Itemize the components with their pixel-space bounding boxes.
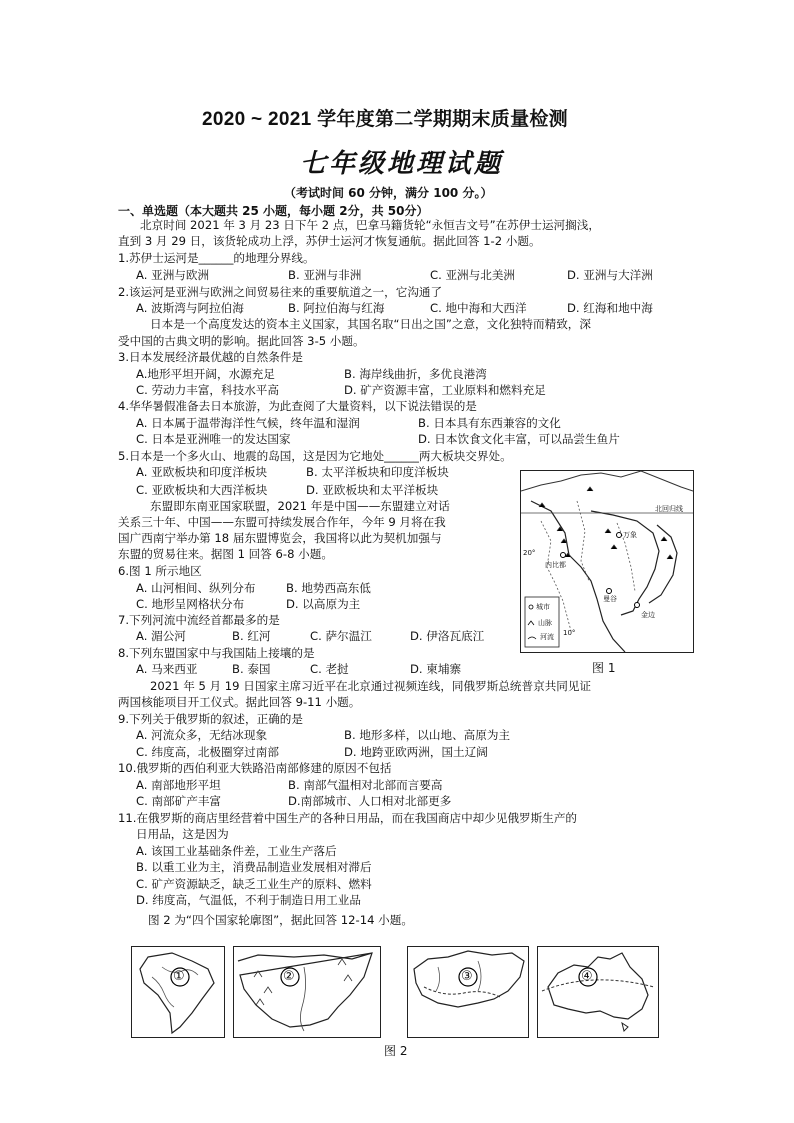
q10-option-a[interactable]: A. 南部地形平坦 (136, 778, 221, 792)
q8-option-a[interactable]: A. 马来西亚 (136, 662, 198, 676)
q1-stem: 1.苏伊士运河是______的地理分界线。 (118, 251, 315, 265)
phnompenh-label: 金边 (641, 611, 655, 619)
intro3-line4: 东盟的贸易往来。据图 1 回答 6-8 小题。 (118, 547, 333, 561)
q4-stem: 4.华华暑假准备去日本旅游，为此查阅了大量资料，以下说法错误的是 (118, 399, 477, 413)
tropic-label: 北回归线 (655, 505, 683, 513)
figure2-map-2 (233, 946, 381, 1038)
q11-option-c[interactable]: C. 矿产资源缺乏，缺乏工业生产的原料、燃料 (136, 877, 372, 891)
q6-stem: 6.图 1 所示地区 (118, 564, 202, 578)
intro4-line1: 2021 年 5 月 19 日国家主席习近平在北京通过视频连线，同俄罗斯总统普京共同见证 (150, 679, 592, 693)
q2-option-c[interactable]: C. 地中海和大西洋 (430, 301, 527, 315)
q5-stem: 5.日本是一个多火山、地震的岛国，这是因为它地处______两大板块交界处。 (118, 449, 512, 463)
intro5: 图 2 为“四个国家轮廓图”，据此回答 12-14 小题。 (148, 913, 413, 927)
intro2-line1: 日本是一个高度发达的资本主义国家，其国名取“日出之国”之意，文化独特而精致，深 (150, 317, 591, 331)
exam-subtitle: 七年级地理试题 (300, 149, 504, 179)
q2-option-b[interactable]: B. 阿拉伯海与红海 (288, 301, 385, 315)
q6-option-d[interactable]: D. 以高原为主 (286, 597, 361, 611)
q4-option-d[interactable]: D. 日本饮食文化丰富，可以品尝生鱼片 (418, 432, 620, 446)
q8-option-d[interactable]: D. 柬埔寨 (410, 662, 462, 676)
legend-river-label: 河流 (540, 633, 554, 641)
q3-option-c[interactable]: C. 劳动力丰富，科技水平高 (136, 383, 279, 397)
q11-option-a[interactable]: A. 该国工业基础条件差，工业生产落后 (136, 844, 337, 858)
exam-note: （考试时间 60 分钟，满分 100 分。） (284, 186, 493, 200)
q9-option-c[interactable]: C. 纬度高，北极圈穿过南部 (136, 745, 279, 759)
section-heading: 一、单选题（本大题共 25 小题，每小题 2分，共 50分） (118, 204, 429, 218)
q6-option-b[interactable]: B. 地势西高东低 (286, 581, 371, 595)
q10-stem: 10.俄罗斯的西伯利亚大铁路沿南部修建的原因不包括 (118, 761, 392, 775)
q8-option-c[interactable]: C. 老挝 (310, 662, 349, 676)
intro4-line2: 两国核能项目开工仪式。据此回答 9-11 小题。 (118, 695, 361, 709)
q3-stem: 3.日本发展经济最优越的自然条件是 (118, 350, 303, 364)
q7-option-b[interactable]: B. 红河 (232, 629, 271, 643)
q7-option-d[interactable]: D. 伊洛瓦底江 (410, 629, 485, 643)
q6-option-a[interactable]: A. 山河相间、纵列分布 (136, 581, 256, 595)
q5-option-c[interactable]: C. 亚欧板块和大西洋板块 (136, 483, 268, 497)
q5-option-b[interactable]: B. 太平洋板块和印度洋板块 (306, 465, 449, 479)
lat20-label: 20° (523, 549, 536, 557)
figure1-caption: 图 1 (592, 661, 616, 675)
q11-option-d[interactable]: D. 纬度高，气温低，不利于制造日用工业品 (136, 893, 361, 907)
q7-option-c[interactable]: C. 萨尔温江 (310, 629, 372, 643)
figure2-caption: 图 2 (384, 1044, 408, 1058)
q10-option-c[interactable]: C. 南部矿产丰富 (136, 794, 222, 808)
intro1-line2: 直到 3 月 29 日，该货轮成功上浮，苏伊士运河才恢复通航。据此回答 1-2 小题。 (118, 234, 541, 248)
figure2-map-4 (537, 946, 659, 1038)
q1-option-c[interactable]: C. 亚洲与北美洲 (430, 268, 516, 282)
intro3-line2: 关系三十年、中国——东盟可持续发展合作年，今年 9 月将在我 (118, 515, 446, 529)
figure2-map-3 (407, 946, 529, 1038)
intro2-line2: 受中国的古典文明的影响。据此回答 3-5 小题。 (118, 334, 365, 348)
q1-option-b[interactable]: B. 亚洲与非洲 (288, 268, 362, 282)
q5-option-d[interactable]: D. 亚欧板块和太平洋板块 (306, 483, 439, 497)
q2-option-a[interactable]: A. 波斯湾与阿拉伯海 (136, 301, 244, 315)
q9-option-b[interactable]: B. 地形多样，以山地、高原为主 (344, 728, 511, 742)
naypyidaw-label: 内比都 (545, 561, 566, 569)
intro3-line3: 国广西南宁举办第 18 届东盟博览会，我国将以此为契机加强与 (118, 531, 442, 545)
q11-stem-line2: 日用品，这是因为 (136, 827, 229, 841)
legend-city-label: 城市 (536, 603, 550, 611)
q1-option-a[interactable]: A. 亚洲与欧洲 (136, 268, 210, 282)
q10-option-b[interactable]: B. 南部气温相对北部而言要高 (288, 778, 443, 792)
intro3-line1: 东盟即东南亚国家联盟，2021 年是中国——东盟建立对话 (150, 499, 450, 513)
q7-option-a[interactable]: A. 湄公河 (136, 629, 186, 643)
q9-stem: 9.下列关于俄罗斯的叙述，正确的是 (118, 712, 303, 726)
q10-option-d[interactable]: D.南部城市、人口相对北部更多 (288, 794, 452, 808)
q5-option-a[interactable]: A. 亚欧板块和印度洋板块 (136, 465, 268, 479)
q3-option-a[interactable]: A.地形平坦开阔，水源充足 (136, 367, 275, 381)
q3-option-d[interactable]: D. 矿产资源丰富，工业原料和燃料充足 (344, 383, 546, 397)
legend-mountain-label: 山脉 (538, 619, 552, 627)
map-1-number: ① (173, 969, 185, 984)
q6-option-c[interactable]: C. 地形呈网格状分布 (136, 597, 245, 611)
exam-title: 2020 ~ 2021 学年度第二学期期末质量检测 (202, 109, 568, 130)
q11-option-b[interactable]: B. 以重工业为主，消费品制造业发展相对滞后 (136, 860, 372, 874)
q3-option-b[interactable]: B. 海岸线曲折，多优良港湾 (344, 367, 487, 381)
q11-stem-line1: 11.在俄罗斯的商店里经营着中国生产的各种日用品，而在我国商店中却少见俄罗斯生产的 (118, 811, 578, 825)
q8-option-b[interactable]: B. 泰国 (232, 662, 271, 676)
q9-option-a[interactable]: A. 河流众多，无结冰现象 (136, 728, 268, 742)
q2-stem: 2.该运河是亚洲与欧洲之间贸易往来的重要航道之一，它沟通了 (118, 285, 443, 299)
q2-option-d[interactable]: D. 红海和地中海 (567, 301, 653, 315)
q4-option-c[interactable]: C. 日本是亚洲唯一的发达国家 (136, 432, 291, 446)
q4-option-a[interactable]: A. 日本属于温带海洋性气候，终年温和湿润 (136, 416, 360, 430)
q1-option-d[interactable]: D. 亚洲与大洋洲 (567, 268, 653, 282)
figure1-map (520, 470, 694, 653)
bangkok-label: 曼谷 (603, 595, 617, 603)
intro1-line1: 北京时间 2021 年 3 月 23 日下午 2 点，巴拿马籍货轮“永恒吉文号”在苏伊士运河搁浅， (140, 218, 600, 232)
map-2-number: ② (283, 969, 295, 984)
q9-option-d[interactable]: D. 地跨亚欧两洲，国土辽阔 (344, 745, 488, 759)
figure2-map-1 (131, 946, 225, 1038)
map-3-number: ③ (461, 969, 473, 984)
vientiane-label: 万象 (623, 531, 637, 539)
map-4-number: ④ (581, 969, 593, 984)
q7-stem: 7.下列河流中流经首都最多的是 (118, 613, 280, 627)
q4-option-b[interactable]: B. 日本具有东西兼容的文化 (418, 416, 561, 430)
lat10-label: 10° (563, 629, 576, 637)
q8-stem: 8.下列东盟国家中与我国陆上接壤的是 (118, 646, 315, 660)
